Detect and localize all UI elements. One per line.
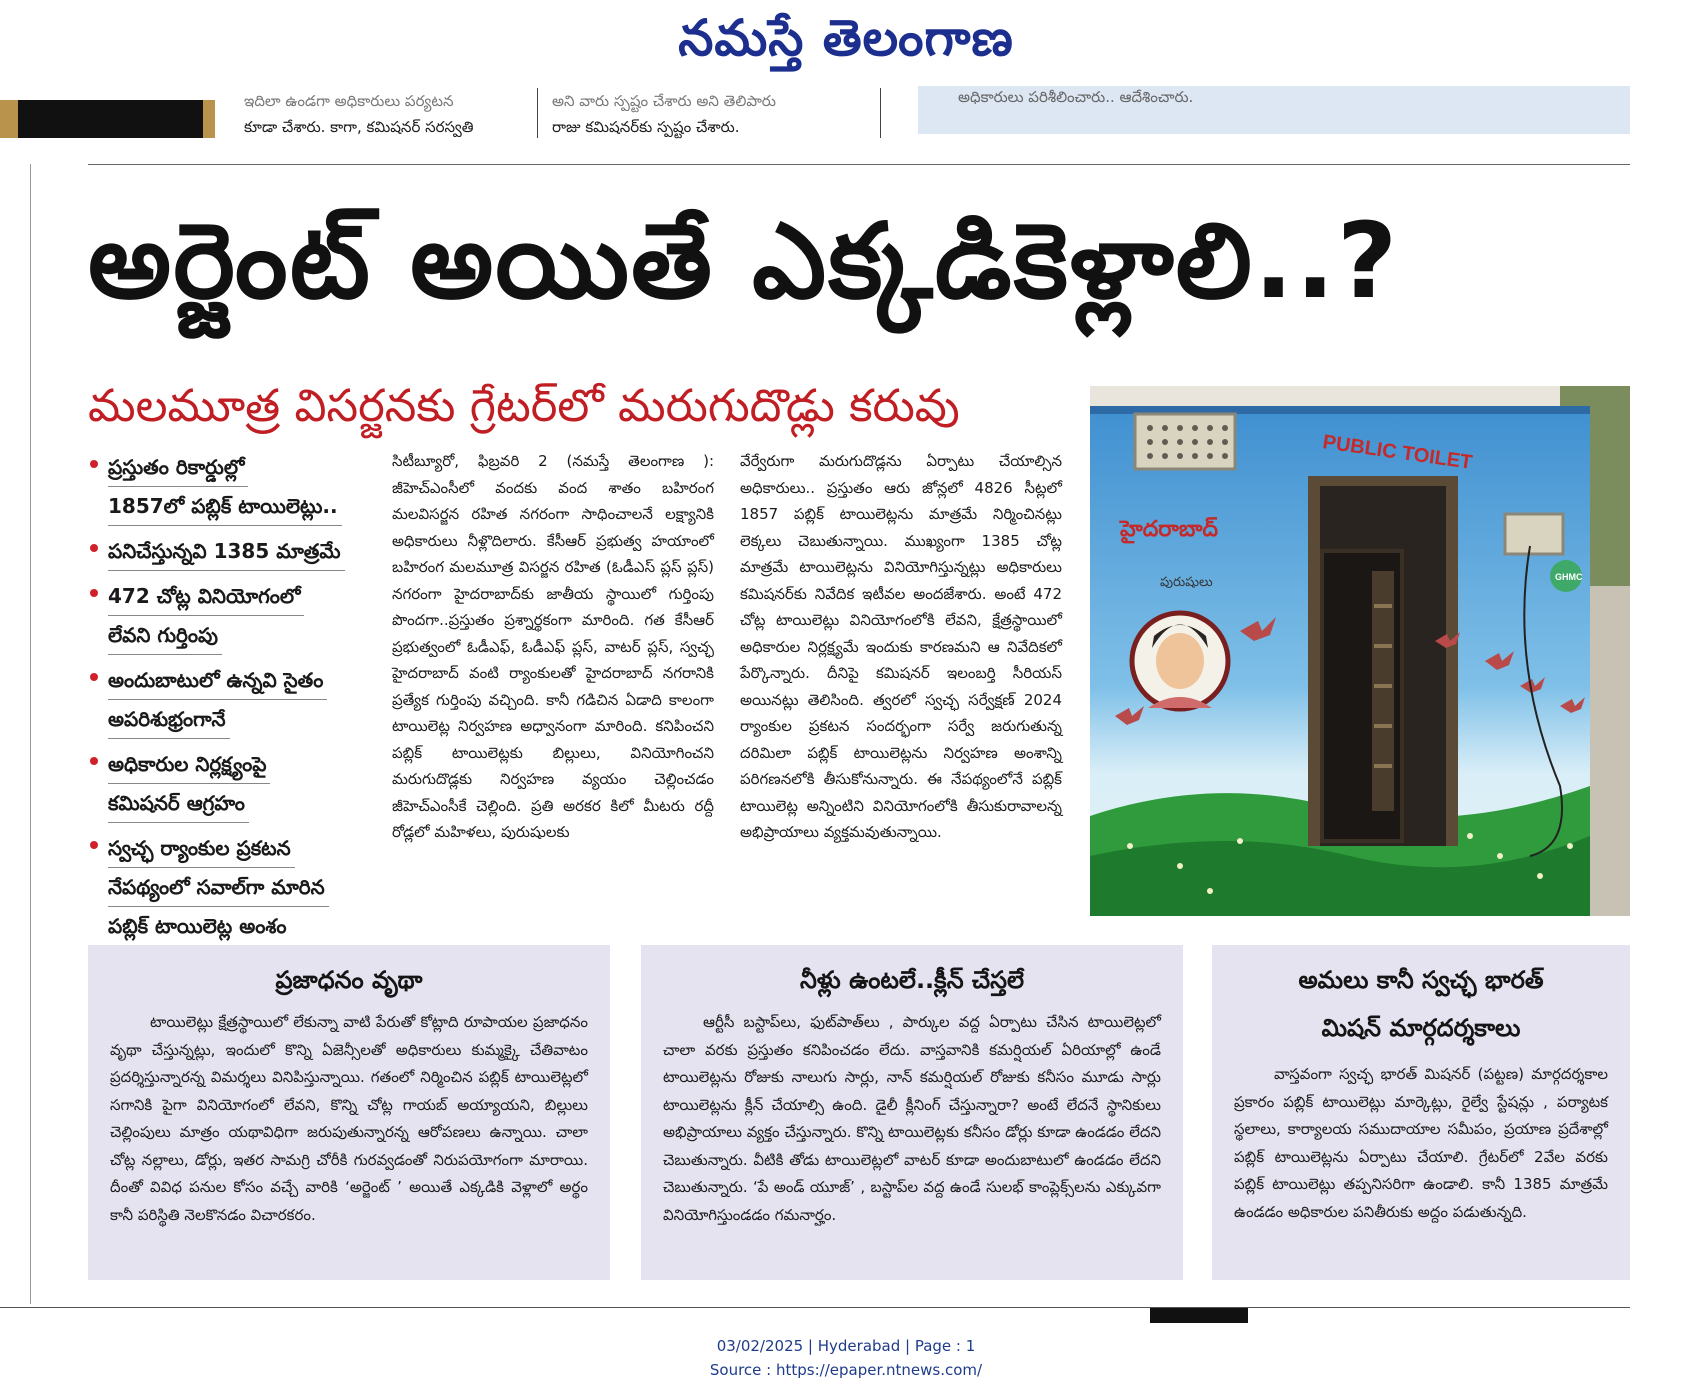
public-toilet-illustration — [1090, 386, 1630, 916]
photo-city-label: హైదరాబాద్ — [1120, 517, 1218, 542]
bullet-line: పబ్లిక్ టాయిలెట్ల అంశం — [108, 907, 291, 946]
top-strip-line: ఇదిలా ఉండగా అధికారులు పర్యటన — [244, 92, 454, 110]
box-title: ప్రజాధనం వృథా — [275, 966, 423, 994]
article-top-rule — [88, 164, 1630, 165]
photo-badge: GHMC — [1555, 572, 1583, 582]
article-column-2: వేర్వేరుగా మరుగుదొడ్లను ఏర్పాటు చేయాల్సిన అధికారులు.. ప్రస్తుతం ఆరు జోన్లలో 4826 సీట్లలో 1857 పబ్లిక్ టాయిలెట్లను మాత్రమే నిర్మించినట్లు లెక్కలు చెబుతున్నాయి. ముఖ్యంగా 1385 చోట్ల మాత్రమే టాయిలెట్లను వినియోగిస్తున్నట్లు అధికారులు కమిషనర్‌కు నివేదిక ఇటీవల అందజేశారు. అంటే 472 చోట్ల టాయిలెట్లు వినియోగంలోకి లేవని, క్షేత్రస్థాయిలో అధికారుల నిర్లక్ష్యమే ఇందుకు కారణమని ఆ నివేదికలో పేర్కొన్నారు. దీనిపై కమిషనర్ ఇలంబర్తి సీరియస్ అయినట్లు తెలిసింది. త్వరలో స్వచ్ఛ సర్వేక్షణ్ 2024 ర్యాంకుల ప్రకటన సందర్భంగా సర్వే జరుగుతున్న దరిమిలా పబ్లిక్ టాయిలెట్లను నిర్వహణ అంశాన్ని పరిగణనలోకి తీసుకోనున్నారు. ఈ నేపథ్యంలోనే పబ్లిక్ టాయిలెట్ల అన్నింటిని వినియోగంలోకి తీసుకురావాలన్న అభిప్రాయాలు వ్యక్తమవుతున్నాయి. — [740, 452, 1062, 841]
bullet-line: పనిచేస్తున్నవి 1385 మాత్రమే — [108, 532, 345, 571]
top-strip-blue-box — [918, 86, 1630, 134]
footer-source[interactable]: Source : https://epaper.ntnews.com/ — [709, 1361, 983, 1379]
masthead-logo: నమస్తే తెలంగాణ — [678, 8, 1014, 67]
box-body-text: టాయిలెట్లు క్షేత్రస్థాయిలో లేకున్నా వాటి పేరుతో కోట్లాది రూపాయల ప్రజాధనం వృథా చేస్తున్నట్లు, ఇందులో కొన్ని ఏజెన్సీలతో అధికారులు కుమ్మక్కై చేతివాటం ప్రదర్శిస్తున్నారన్న విమర్శలు వినిపిస్తున్నాయి. గతంలో నిర్మించిన పబ్లిక్ టాయిలెట్లలో సగానికి పైగా వినియోగంలో లేవని, కొన్ని చోట్ల గాయబ్ అయ్యాయని, బిల్లులు చెల్లింపులు మాత్రం యథావిధిగా జరుపుతున్నారన్న ఆరోపణలు ఉన్నాయి. చాలా చోట్ల నల్లాలు, డోర్లు, ఇతర సామగ్రి చోరీకి గురవ్వడంతో నిరుపయోగంగా మారాయి. దీంతో వివిధ పనుల కోసం వచ్చే వారికి ‘అర్జెంట్ ’ అయితే ఎక్కడికి వెళ్లాలో అర్థం కానీ పరిస్థితి నెలకొనడం విచారకరం. — [110, 1013, 588, 1224]
box-no-water-no-cleaning — [641, 945, 1183, 1280]
bullet-item — [88, 577, 388, 655]
public-toilet-photo — [1090, 386, 1630, 916]
bullet-line: అధికారుల నిర్లక్ష్యంపై — [108, 745, 270, 784]
bullet-line: 1857లో పబ్లిక్ టాయిలెట్లు.. — [108, 487, 342, 526]
box-title: నీళ్లు ఉంటలే..క్లీన్ చేస్తలే — [799, 966, 1025, 994]
photo-sign-text: PUBLIC TOILET — [1321, 431, 1474, 474]
bullet-line: అందుబాటులో ఉన్నవి సైతం — [108, 661, 327, 700]
top-strip-column-1 — [244, 88, 532, 140]
photo-gender-label: పురుషులు — [1160, 575, 1213, 590]
box-swachh-bharat-guidelines — [1212, 945, 1630, 1280]
box-public-money-wasted — [88, 945, 610, 1280]
bullet-item — [88, 532, 388, 571]
bullet-line: కమిషనర్ ఆగ్రహం — [108, 784, 249, 823]
box-body — [1212, 1053, 1630, 1226]
bullet-item — [88, 745, 388, 823]
bullet-line: 472 చోట్ల వినియోగంలో — [108, 577, 304, 616]
bullet-line: అపరిశుభ్రంగానే — [108, 700, 230, 739]
box-body-text: ఆర్టీసీ బస్టాప్‌లు, ఫుట్‌పాత్‌లు , పార్కుల వద్ద ఏర్పాటు చేసిన టాయిలెట్లలో చాలా వరకు ప్రస్తుతం కనిపించడం లేదు. వాస్తవానికి కమర్షియల్ ఏరియాల్లో ఉండే టాయిలెట్లను రోజుకు నాలుగు సార్లు, నాన్ కమర్షియల్ రోజుకు కనీసం మూడు సార్లు టాయిలెట్లను క్లీన్ చేయాల్సి ఉంది. డైలీ క్లీనింగ్ చేస్తున్నారా? అంటే లేదనే స్థానికులు అభిప్రాయాలు వ్యక్తం చేస్తున్నారు. కొన్ని టాయిలెట్లకు కనీసం డోర్లు కూడా ఉండడం లేదని చెబుతున్నారు. వీటికి తోడు టాయిలెట్లలో వాటర్ కూడా అందుబాటులో ఉండడం లేదని చెబుతున్నారు. ‘పే అండ్ యూజ్’ , బస్టాప్‌ల వద్ద ఉండే సులభ్ కాంప్లెక్స్‌లను ఎక్కువగా వినియోగిస్తుండడం గమనార్హం. — [663, 1013, 1161, 1224]
highlight-bullets — [88, 448, 388, 952]
bullet-item — [88, 829, 388, 946]
box-title: మిషన్ మార్గదర్శకాలు — [1321, 1014, 1521, 1042]
footer-date-edition: 03/02/2025 | Hyderabad | Page : 1 — [716, 1337, 976, 1355]
top-strip-image — [0, 100, 215, 138]
box-title: అమలు కానీ స్వచ్ఛ భారత్ — [1298, 966, 1544, 994]
bullet-item — [88, 661, 388, 739]
top-strip-line: రాజు కమిషనర్‌కు స్పష్టం చేశారు. — [552, 118, 740, 136]
article-column-1: సిటీబ్యూరో, ఫిబ్రవరి 2 (నమస్తే తెలంగాణ ): జీహెచ్‌ఎంసీలో వందకు వంద శాతం బహిరంగ మలవిసర్జన రహిత నగరంగా సాధించాలనే లక్ష్యానికి అధికారులు నీళ్లొదిలారు. కేసీఆర్ ప్రభుత్వ హయాంలో బహిరంగ మలమూత్ర విసర్జన రహిత (ఓడీఎస్ ప్లస్ ప్లస్) నగరంగా హైదరాబాద్‌కు జాతీయ స్థాయిలో గుర్తింపు పొందగా..ప్రస్తుతం ప్రశ్నార్థకంగా మారింది. గత కేసీఆర్ ప్రభుత్వంలో ఓడీఎఫ్, ఓడీఎఫ్ ప్లస్, వాటర్ ప్లస్, స్వచ్ఛ హైదరాబాద్ వంటి ర్యాంకులతో హైదరాబాద్ నగరానికి ప్రత్యేక గుర్తింపు వచ్చింది. కానీ గడిచిన ఏడాది కాలంగా టాయిలెట్ల నిర్వహణ అధ్వానంగా మారింది. కనిపించని పబ్లిక్ టాయిలెట్లకు బిల్లులు, వినియోగించని మరుగుదొడ్లకు నిర్వహణ వ్యయం చెల్లించడం జీహెచ్‌ఎంసీకే చెల్లింది. ప్రతి అరకర కిలో మీటరు రద్దీ రోడ్లలో మహిళలు, పురుషులకు — [392, 452, 714, 841]
bullet-line: స్వచ్ఛ ర్యాంకుల ప్రకటన — [108, 829, 295, 868]
box-body — [641, 1005, 1183, 1229]
column-divider — [880, 88, 881, 138]
top-strip-line: కూడా చేశారు. కాగా, కమిషనర్ సరస్వతి — [244, 118, 474, 136]
top-strip-line: అధికారులు పరిశీలించారు.. ఆదేశించారు. — [958, 88, 1194, 106]
subheadline: మలమూత్ర విసర్జనకు గ్రేటర్‌లో మరుగుదొడ్లు కరువు — [88, 379, 960, 432]
box-body — [88, 1005, 610, 1229]
top-strip-line: అని వారు స్పష్టం చేశారు అని తెలిపారు — [552, 92, 776, 110]
bullet-item — [88, 448, 388, 526]
left-margin-rule — [30, 164, 31, 1304]
bottom-rule — [0, 1307, 1630, 1308]
bullet-line: ప్రస్తుతం రికార్డుల్లో — [108, 448, 248, 487]
box-body-text: వాస్తవంగా స్వచ్ఛ భారత్ మిషనర్ (పట్టణ) మార్గదర్శకాల ప్రకారం పబ్లిక్ టాయిలెట్లు మార్కెట్లు, రైల్వే స్టేషన్లు , పర్యాటక స్థలాలు, కార్యాలయ సముదాయాల సమీపం, ప్రయాణ ప్రదేశాల్లో పబ్లిక్ టాయిలెట్లను ఏర్పాటు చేయాలి. గ్రేటర్‌లో 2వేల వరకు పబ్లిక్ టాయిలెట్లు తప్పనిసరిగా ఉండాలి. కానీ 1385 మాత్రమే ఉండడం అధికారుల పనితీరుకు అద్దం పడుతున్నది. — [1234, 1065, 1608, 1221]
bullet-line: లేవని గుర్తింపు — [108, 616, 222, 655]
next-article-block — [1150, 1308, 1248, 1323]
headline: అర్జెంట్ అయితే ఎక్కడికెళ్లాలి..? — [88, 200, 1400, 322]
column-divider — [537, 88, 538, 138]
top-strip-column-2 — [552, 88, 862, 140]
bullet-line: నేపథ్యంలో సవాల్‌గా మారిన — [108, 868, 329, 907]
